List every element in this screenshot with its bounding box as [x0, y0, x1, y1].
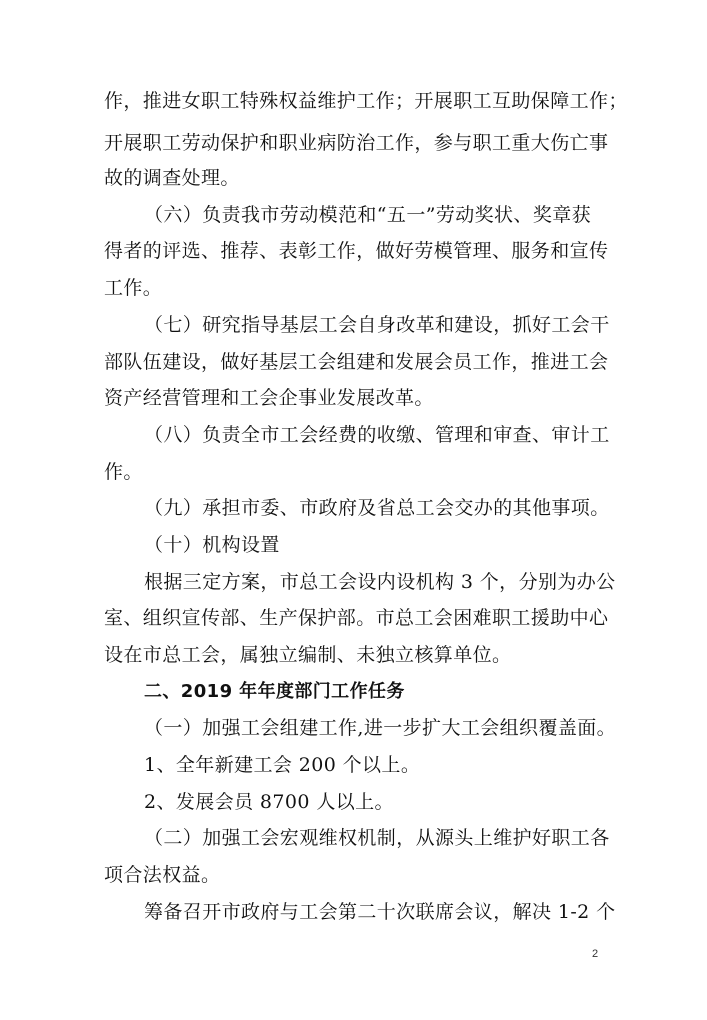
task-two-heading: （二）加强工会宏观维权机制，从源头上维护好职工各: [144, 827, 610, 849]
body-text-line: 项合法权益。: [104, 864, 221, 886]
section-six-heading: （六）负责我市劳动模范和“五一”劳动奖状、奖章获: [144, 204, 592, 226]
body-text-line: 筹备召开市政府与工会第二十次联席会议，解决 1-2 个: [144, 901, 616, 923]
section-ten-heading: （十）机构设置: [144, 534, 280, 556]
body-text-line: 得者的评选、推荐、表彰工作，做好劳模管理、服务和宣传: [104, 240, 609, 262]
body-text-line: 设在市总工会，属独立编制、未独立核算单位。: [104, 644, 512, 666]
section-seven-heading: （七）研究指导基层工会自身改革和建设，抓好工会干: [144, 314, 610, 336]
body-text-line: 故的调查处理。: [104, 167, 240, 189]
body-text-line: 工作。: [104, 277, 163, 299]
body-text-line: 作。: [104, 461, 143, 483]
section-two-heading: 二、2019 年年度部门工作任务: [144, 681, 405, 702]
body-text-line: 根据三定方案，市总工会设内设机构 3 个，分别为办公: [144, 571, 616, 593]
body-text-line: 作，推进女职工特殊权益维护工作；开展职工互助保障工作；: [104, 90, 628, 112]
task-item: 2、发展会员 8700 人以上。: [144, 791, 394, 813]
body-text-line: 开展职工劳动保护和职业病防治工作，参与职工重大伤亡事: [104, 132, 609, 154]
page-number: 2: [592, 948, 599, 960]
body-text-line: 部队伍建设，做好基层工会组建和发展会员工作，推进工会: [104, 351, 609, 373]
body-text-line: 资产经营管理和工会企事业发展改革。: [104, 387, 434, 409]
section-nine-heading: （九）承担市委、市政府及省总工会交办的其他事项。: [144, 497, 610, 519]
task-item: 1、全年新建工会 200 个以上。: [144, 754, 421, 776]
body-text-line: 室、组织宣传部、生产保护部。市总工会困难职工援助中心: [104, 607, 609, 629]
task-one-heading: （一）加强工会组建工作,进一步扩大工会组织覆盖面。: [144, 717, 617, 739]
section-eight-heading: （八）负责全市工会经费的收缴、管理和审查、审计工: [144, 424, 610, 446]
